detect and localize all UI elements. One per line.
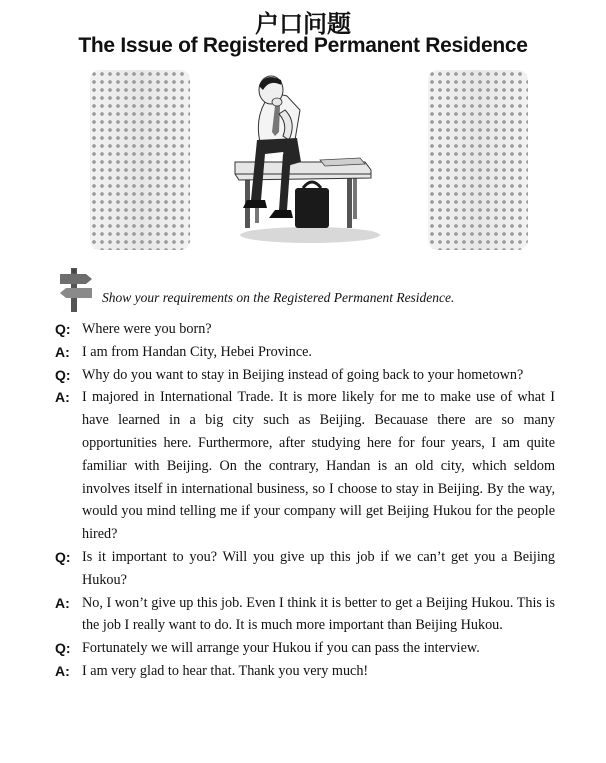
dialogue-turn — [55, 386, 555, 546]
dialogue-turn — [55, 637, 555, 660]
dialogue-turn — [55, 546, 555, 592]
dialogue — [55, 318, 555, 683]
dialogue-text: Why do you want to stay in Beijing instead of going back to your hometown? — [82, 366, 524, 383]
page-title-english: The Issue of Registered Permanent Residence — [78, 34, 528, 57]
dialogue-text: No, I won’t give up this job. Even I think it is better to get a Beijing Hukou. This is the job I really want to do. It is much more important than Beijing Hukou. — [82, 594, 555, 634]
dialogue-text: I am very glad to hear that. Thank you very much! — [82, 662, 369, 679]
man-sitting-on-bench-icon — [225, 70, 385, 250]
speaker-label: A: — [55, 343, 70, 360]
dot-grid-pattern-right — [428, 70, 528, 250]
signpost-icon — [56, 266, 96, 312]
speaker-label: Q: — [55, 548, 71, 565]
dialogue-text: Fortunately we will arrange your Hukou if you can pass the interview. — [82, 640, 480, 657]
speaker-label: A: — [55, 389, 70, 406]
dialogue-turn — [55, 341, 555, 364]
dot-grid-pattern-left — [90, 70, 190, 250]
dialogue-turn — [55, 592, 555, 638]
speaker-label: A: — [55, 662, 70, 679]
dialogue-text: Where were you born? — [82, 321, 212, 337]
instruction-block — [56, 266, 586, 312]
dialogue-text: I am from Handan City, Hebei Province. — [82, 343, 312, 360]
instruction-text: Show your requirements on the Registered Permanent Residence. — [102, 290, 455, 305]
dialogue-turn — [55, 364, 555, 387]
dialogue-turn — [55, 318, 555, 341]
page-title-chinese: 户口问题 — [255, 10, 351, 38]
speaker-label: Q: — [55, 640, 71, 657]
speaker-label: Q: — [55, 321, 71, 337]
speaker-label: A: — [55, 594, 70, 611]
dialogue-text: I majored in International Trade. It is more likely for me to make use of what I have learned in a big city such as Beijing. Becauase there are so many opportunities here. Furthermore, after studying here for four years, I am quite familiar with Beijing. On the contrary, Handan is an old city, which seldom involves itself in international business, so I choose to stay in Beijing. By the way, would you mind telling me if your company will get Beijing Hukou for the people hired? — [82, 389, 555, 543]
dialogue-text: Is it important to you? Will you give up this job if we can’t get you a Beijing Hukou? — [82, 548, 555, 588]
dialogue-turn — [55, 660, 555, 683]
speaker-label: Q: — [55, 366, 71, 383]
